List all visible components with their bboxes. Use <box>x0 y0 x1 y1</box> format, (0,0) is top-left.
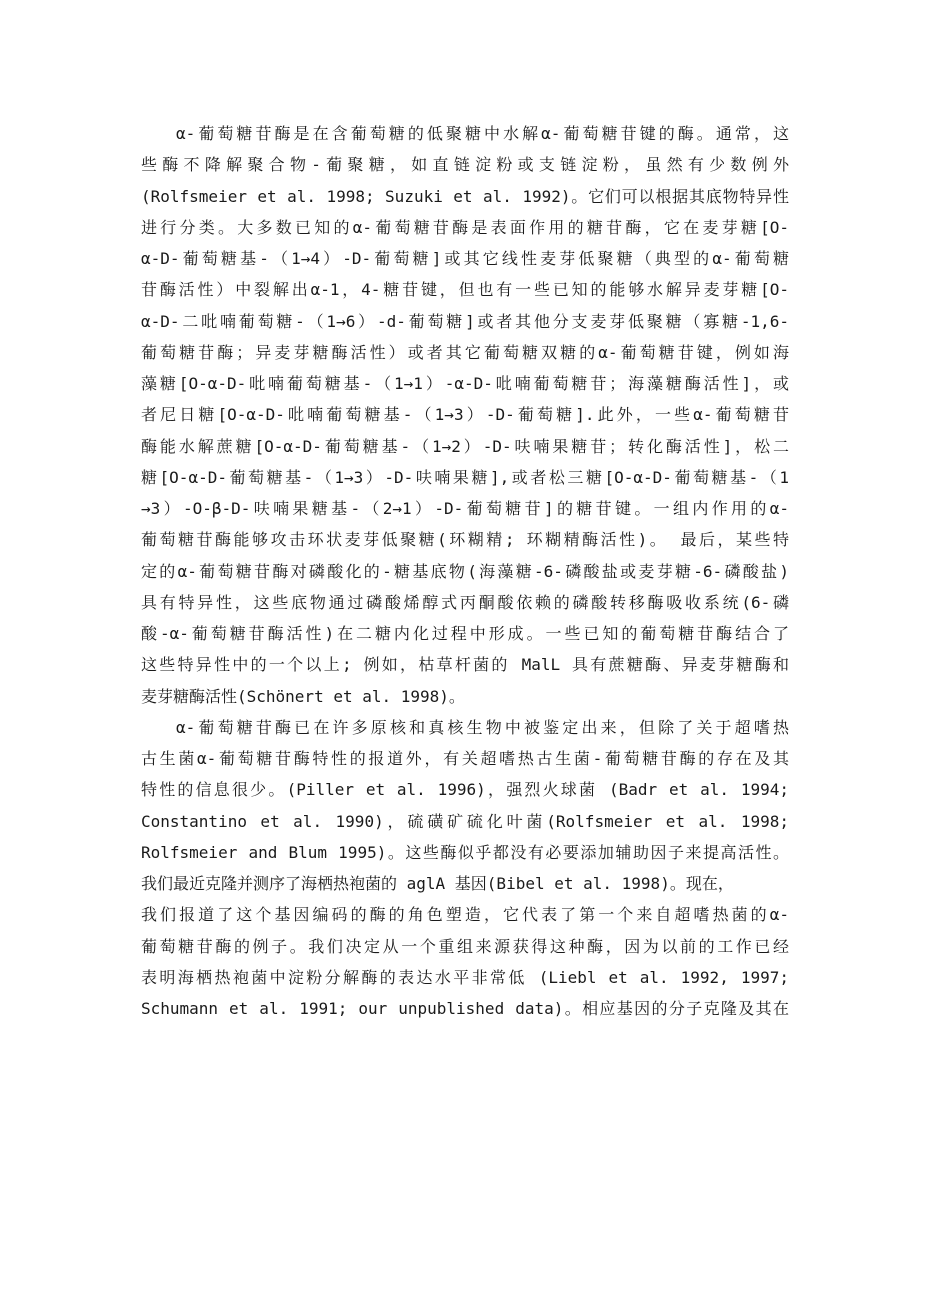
text-line: Constantino et al. 1990)，硫磺矿硫化叶菌(Rolfsmeier et al. 1998; <box>141 811 789 831</box>
text-line: Rolfsmeier and Blum 1995)。这些酶似乎都没有必要添加辅助因子来提高活性。 <box>141 842 789 862</box>
text-line: 苷酶活性）中裂解出α-1，4-糖苷键，但也有一些已知的能够水解异麦芽糖[O- <box>141 280 789 300</box>
text-line: 麦芽糖酶活性(Schönert et al. 1998)。 <box>141 686 465 706</box>
text-line: 葡萄糖苷酶能够攻击环状麦芽低聚糖(环糊精; 环糊精酶活性)。 最后，某些特 <box>141 530 789 550</box>
text-line: →3）-O-β-D-呋喃果糖基-（2→1）-D-葡萄糖苷]的糖苷键。一组内作用的α- <box>141 499 789 518</box>
text-line: 葡萄糖苷酶的例子。我们决定从一个重组来源获得这种酶，因为以前的工作已经 <box>141 936 789 956</box>
text-line: 藻糖[O-α-D-吡喃葡萄糖基-（1→1）-α-D-吡喃葡萄糖苷；海藻糖酶活性]，或 <box>141 374 789 393</box>
text-line: α-葡萄糖苷酶是在含葡萄糖的低聚糖中水解α-葡萄糖苷键的酶。通常，这 <box>176 124 789 143</box>
text-line: 些酶不降解聚合物-葡聚糖，如直链淀粉或支链淀粉，虽然有少数例外 <box>141 155 789 175</box>
text-line: 我们报道了这个基因编码的酶的角色塑造，它代表了第一个来自超嗜热菌的α- <box>141 905 789 925</box>
text-line: Schumann et al. 1991; our unpublished data)。相应基因的分子克隆及其在 <box>141 999 789 1018</box>
text-line: 定的α-葡萄糖苷酶对磷酸化的-糖基底物(海藻糖-6-磷酸盐或麦芽糖-6-磷酸盐) <box>141 561 789 581</box>
text-line: 葡萄糖苷酶；异麦芽糖酶活性）或者其它葡萄糖双糖的α-葡萄糖苷键，例如海 <box>141 342 789 362</box>
text-line: 我们最近克隆并测序了海栖热袍菌的 aglA 基因(Bibel et al. 1998)。现在， <box>141 874 734 893</box>
text-line: 者尼日糖[O-α-D-吡喃葡萄糖基-（1→3）-D-葡萄糖].此外，一些α-葡萄糖苷 <box>141 405 789 425</box>
text-line: 古生菌α-葡萄糖苷酶特性的报道外，有关超嗜热古生菌-葡萄糖苷酶的存在及其 <box>141 749 789 768</box>
text-line: α-葡萄糖苷酶已在许多原核和真核生物中被鉴定出来，但除了关于超嗜热 <box>176 717 789 737</box>
text-line: 表明海栖热袍菌中淀粉分解酶的表达水平非常低 (Liebl et al. 1992, 1997; <box>141 967 789 987</box>
paragraph-1 <box>141 118 789 712</box>
paragraph-2 <box>141 712 789 1025</box>
text-line: α-D-葡萄糖基-（1→4）-D-葡萄糖]或其它线性麦芽低聚糖（典型的α-葡萄糖 <box>141 249 789 268</box>
text-line: 这些特异性中的一个以上; 例如，枯草杆菌的 MalL 具有蔗糖酶、异麦芽糖酶和 <box>141 655 789 675</box>
text-line: α-D-二吡喃葡萄糖-（1→6）-d-葡萄糖]或者其他分支麦芽低聚糖（寡糖-1,6- <box>141 311 789 331</box>
text-line: 特性的信息很少。(Piller et al. 1996)，强烈火球菌 (Badr et al. 1994; <box>141 780 789 800</box>
text-line: 具有特异性，这些底物通过磷酸烯醇式丙酮酸依赖的磷酸转移酶吸收系统(6-磷 <box>141 592 789 612</box>
text-line: 酶能水解蔗糖[O-α-D-葡萄糖基-（1→2）-D-呋喃果糖苷；转化酶活性]，松二 <box>141 436 789 456</box>
text-line: 进行分类。大多数已知的α-葡萄糖苷酶是表面作用的糖苷酶，它在麦芽糖[O- <box>141 217 789 237</box>
document-body <box>141 118 789 1024</box>
text-line: 糖[O-α-D-葡萄糖基-（1→3）-D-呋喃果糖],或者松三糖[O-α-D-葡萄糖基-（1 <box>141 467 789 487</box>
text-line: (Rolfsmeier et al. 1998; Suzuki et al. 1992)。它们可以根据其底物特异性 <box>141 186 789 206</box>
text-line: 酸-α-葡萄糖苷酶活性)在二糖内化过程中形成。一些已知的葡萄糖苷酶结合了 <box>141 624 789 643</box>
